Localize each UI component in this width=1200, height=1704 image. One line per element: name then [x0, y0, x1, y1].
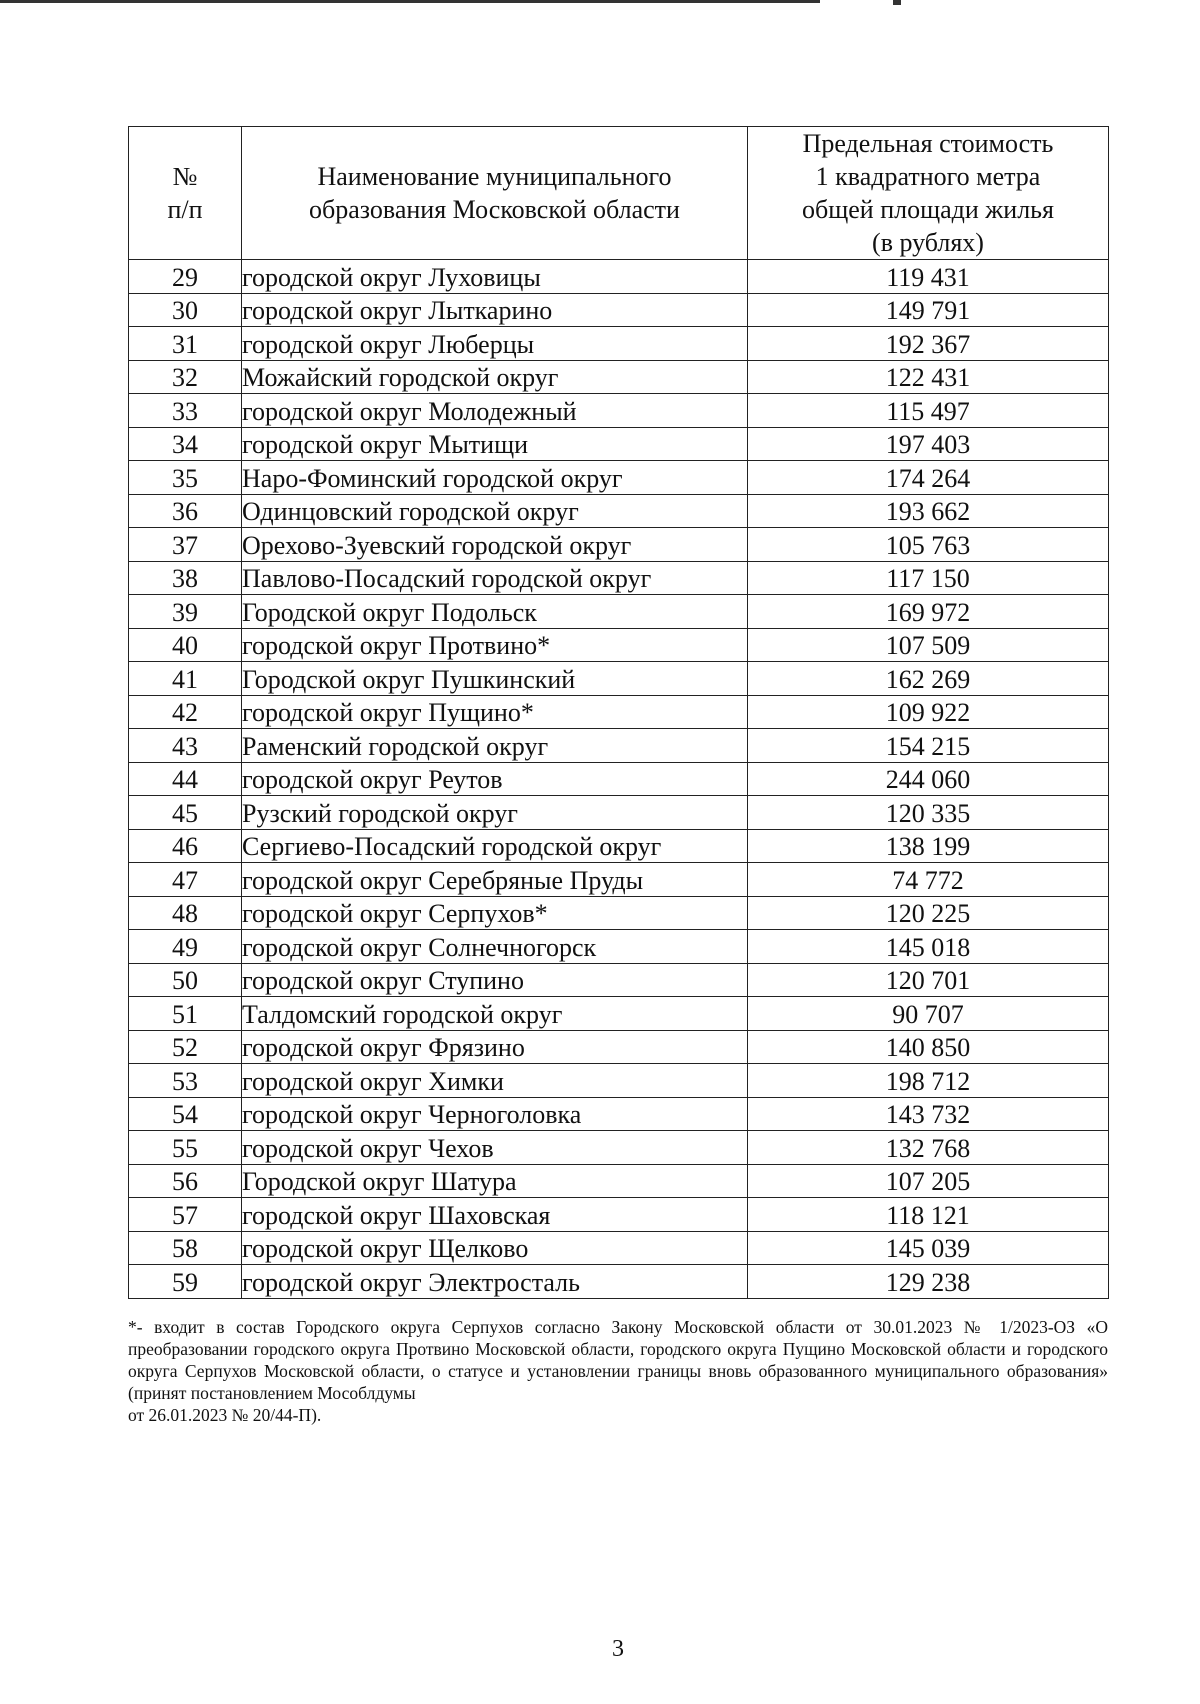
price-value: 149 791 — [748, 293, 1109, 327]
price-value: 119 431 — [748, 260, 1109, 294]
municipality-name: Можайский городской округ — [242, 360, 748, 394]
price-value: 174 264 — [748, 461, 1109, 495]
table-row — [129, 1265, 1109, 1299]
municipality-name: городской округ Черноголовка — [242, 1097, 748, 1131]
price-value: 129 238 — [748, 1265, 1109, 1299]
table-row — [129, 1097, 1109, 1131]
table-row — [129, 461, 1109, 495]
row-number: 56 — [129, 1164, 242, 1198]
municipality-name: городской округ Луховицы — [242, 260, 748, 294]
price-value: 198 712 — [748, 1064, 1109, 1098]
price-value: 74 772 — [748, 863, 1109, 897]
price-table — [128, 126, 1109, 1299]
row-number: 55 — [129, 1131, 242, 1165]
row-number: 37 — [129, 528, 242, 562]
price-value: 132 768 — [748, 1131, 1109, 1165]
municipality-name: Талдомский городской округ — [242, 997, 748, 1031]
footnote-last-line: от 26.01.2023 № 20/44-П). — [128, 1405, 322, 1425]
table-row — [129, 997, 1109, 1031]
municipality-name: городской округ Пущино* — [242, 695, 748, 729]
price-value: 162 269 — [748, 662, 1109, 696]
municipality-name: Сергиево-Посадский городской округ — [242, 829, 748, 863]
municipality-name: Орехово-Зуевский городской округ — [242, 528, 748, 562]
row-number: 54 — [129, 1097, 242, 1131]
price-value: 120 335 — [748, 796, 1109, 830]
scan-artifact-mark — [893, 0, 901, 5]
price-value: 118 121 — [748, 1198, 1109, 1232]
table-row — [129, 293, 1109, 327]
table-row — [129, 628, 1109, 662]
price-value: 138 199 — [748, 829, 1109, 863]
footnote-text: *- входит в состав Городского округа Серпухов согласно Закону Московской области от 30.01.2023 № 1/2023-ОЗ «О преобразовании городского округа Протвино Московской области, городского округа Пущино Московской области и городского округа Серпухов Московской области, о статусе и установлении границы вновь образованного муниципального образования» (принят постановлением Мособлдумы — [128, 1317, 1108, 1403]
municipality-name: городской округ Серпухов* — [242, 896, 748, 930]
price-value: 145 018 — [748, 930, 1109, 964]
municipality-name: городской округ Люберцы — [242, 327, 748, 361]
scan-artifact-top — [0, 0, 820, 3]
row-number: 42 — [129, 695, 242, 729]
table-row — [129, 1198, 1109, 1232]
table-row — [129, 729, 1109, 763]
table-body — [129, 260, 1109, 1299]
table-row — [129, 595, 1109, 629]
row-number: 59 — [129, 1265, 242, 1299]
price-value: 120 701 — [748, 963, 1109, 997]
price-value: 115 497 — [748, 394, 1109, 428]
municipality-name: городской округ Шаховская — [242, 1198, 748, 1232]
price-value: 109 922 — [748, 695, 1109, 729]
header-price: Предельная стоимость 1 квадратного метра общей площади жилья (в рублях) — [748, 127, 1109, 260]
row-number: 58 — [129, 1231, 242, 1265]
municipality-name: городской округ Серебряные Пруды — [242, 863, 748, 897]
row-number: 33 — [129, 394, 242, 428]
table-row — [129, 762, 1109, 796]
row-number: 47 — [129, 863, 242, 897]
row-number: 53 — [129, 1064, 242, 1098]
table-row — [129, 863, 1109, 897]
table-row — [129, 1064, 1109, 1098]
price-value: 120 225 — [748, 896, 1109, 930]
table-row — [129, 528, 1109, 562]
price-value: 122 431 — [748, 360, 1109, 394]
row-number: 51 — [129, 997, 242, 1031]
table-row — [129, 963, 1109, 997]
table-row — [129, 930, 1109, 964]
municipality-name: городской округ Протвино* — [242, 628, 748, 662]
price-value: 193 662 — [748, 494, 1109, 528]
municipality-name: городской округ Реутов — [242, 762, 748, 796]
municipality-name: городской округ Электросталь — [242, 1265, 748, 1299]
row-number: 30 — [129, 293, 242, 327]
row-number: 40 — [129, 628, 242, 662]
row-number: 57 — [129, 1198, 242, 1232]
price-value: 145 039 — [748, 1231, 1109, 1265]
municipality-name: Рузский городской округ — [242, 796, 748, 830]
row-number: 32 — [129, 360, 242, 394]
price-value: 140 850 — [748, 1030, 1109, 1064]
municipality-name: городской округ Щелково — [242, 1231, 748, 1265]
table-row — [129, 561, 1109, 595]
price-value: 197 403 — [748, 427, 1109, 461]
table-row — [129, 896, 1109, 930]
price-value: 107 509 — [748, 628, 1109, 662]
row-number: 36 — [129, 494, 242, 528]
table-row — [129, 427, 1109, 461]
price-value: 107 205 — [748, 1164, 1109, 1198]
page-number: 3 — [612, 1636, 624, 1662]
municipality-name: Одинцовский городской округ — [242, 494, 748, 528]
row-number: 35 — [129, 461, 242, 495]
row-number: 43 — [129, 729, 242, 763]
row-number: 29 — [129, 260, 242, 294]
municipality-name: городской округ Лыткарино — [242, 293, 748, 327]
row-number: 39 — [129, 595, 242, 629]
row-number: 31 — [129, 327, 242, 361]
table-row — [129, 662, 1109, 696]
municipality-name: Наро-Фоминский городской округ — [242, 461, 748, 495]
row-number: 41 — [129, 662, 242, 696]
price-value: 105 763 — [748, 528, 1109, 562]
municipality-name: городской округ Молодежный — [242, 394, 748, 428]
municipality-name: Городской округ Шатура — [242, 1164, 748, 1198]
table-row — [129, 695, 1109, 729]
row-number: 48 — [129, 896, 242, 930]
municipality-name: городской округ Мытищи — [242, 427, 748, 461]
municipality-name: городской округ Ступино — [242, 963, 748, 997]
price-value: 90 707 — [748, 997, 1109, 1031]
municipality-name: Раменский городской округ — [242, 729, 748, 763]
price-value: 169 972 — [748, 595, 1109, 629]
table-row — [129, 1131, 1109, 1165]
price-value: 154 215 — [748, 729, 1109, 763]
row-number: 45 — [129, 796, 242, 830]
table-row — [129, 260, 1109, 294]
row-number: 50 — [129, 963, 242, 997]
municipality-name: Павлово-Посадский городской округ — [242, 561, 748, 595]
table-row — [129, 796, 1109, 830]
row-number: 38 — [129, 561, 242, 595]
municipality-name: Городской округ Пушкинский — [242, 662, 748, 696]
municipality-name: городской округ Фрязино — [242, 1030, 748, 1064]
table-row — [129, 1030, 1109, 1064]
municipality-name: Городской округ Подольск — [242, 595, 748, 629]
table-row — [129, 494, 1109, 528]
row-number: 46 — [129, 829, 242, 863]
municipality-name: городской округ Солнечногорск — [242, 930, 748, 964]
row-number: 52 — [129, 1030, 242, 1064]
price-value: 192 367 — [748, 327, 1109, 361]
table-header-row — [129, 127, 1109, 260]
table-row — [129, 1164, 1109, 1198]
row-number: 49 — [129, 930, 242, 964]
table-row — [129, 360, 1109, 394]
table-row — [129, 327, 1109, 361]
municipality-name: городской округ Химки — [242, 1064, 748, 1098]
price-value: 244 060 — [748, 762, 1109, 796]
header-name: Наименование муниципального образования Московской области — [242, 127, 748, 260]
row-number: 34 — [129, 427, 242, 461]
header-number: № п/п — [129, 127, 242, 260]
table-row — [129, 394, 1109, 428]
footnote — [128, 1316, 1108, 1426]
price-value: 143 732 — [748, 1097, 1109, 1131]
municipality-name: городской округ Чехов — [242, 1131, 748, 1165]
table-row — [129, 829, 1109, 863]
table-row — [129, 1231, 1109, 1265]
price-value: 117 150 — [748, 561, 1109, 595]
row-number: 44 — [129, 762, 242, 796]
